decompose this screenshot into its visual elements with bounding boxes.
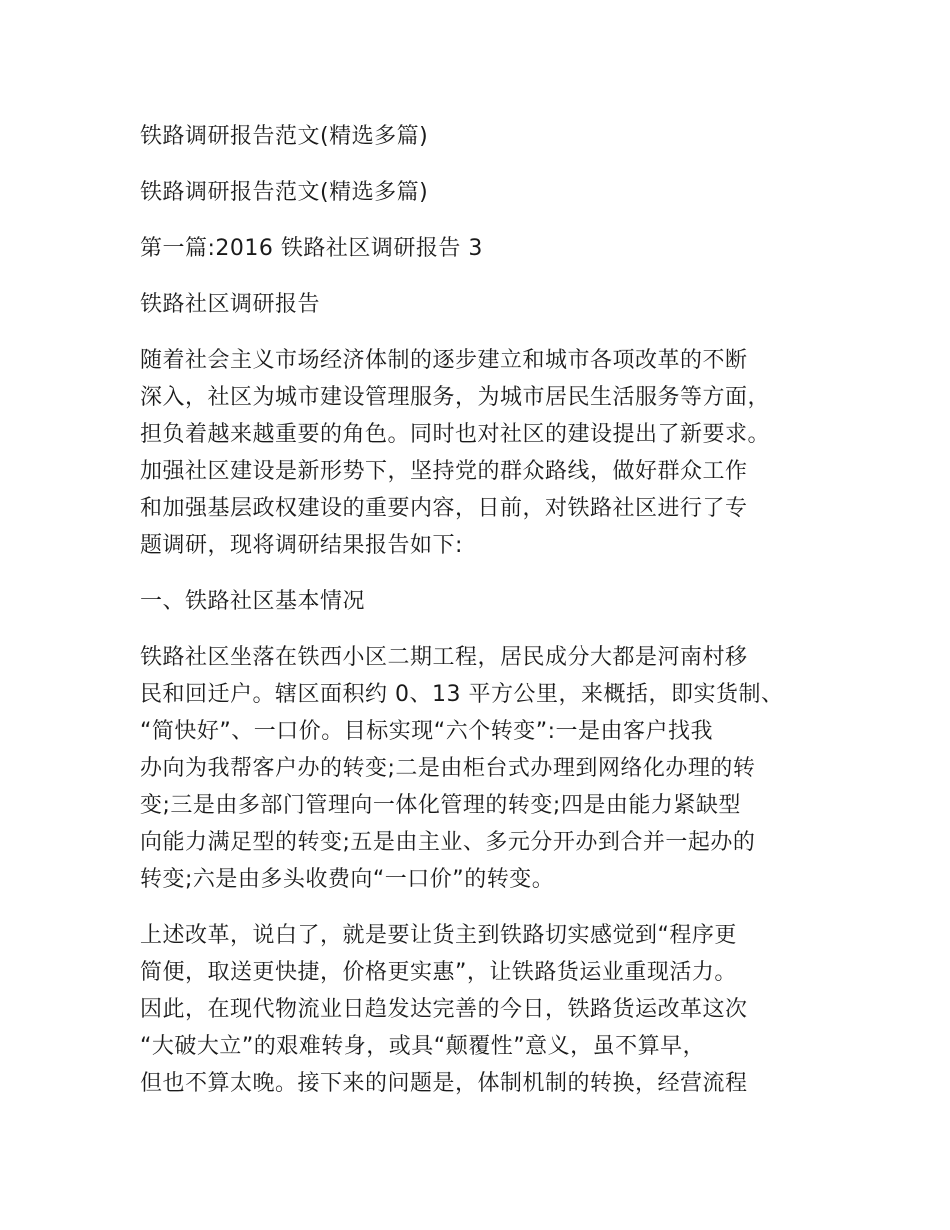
reform-paragraph (140, 917, 820, 1102)
section-1-paragraph (140, 639, 820, 898)
section-1-heading (140, 583, 820, 620)
part-heading (140, 230, 820, 267)
paragraph-line: 深入，社区为城市建设管理服务，为城市居民生活服务等方面， (140, 385, 771, 410)
paragraph-line: 加强社区建设是新形势下，坚持党的群众路线，做好群众工作 (140, 459, 748, 484)
document-subtitle (140, 174, 820, 211)
document-title (140, 118, 820, 155)
paragraph-line: 因此，在现代物流业日趋发达完善的今日，铁路货运改革这次 (140, 997, 748, 1022)
paragraph-line: 但也不算太晚。接下来的问题是，体制机制的转换，经营流程 (140, 1071, 748, 1096)
paragraph-line: 上述改革，说白了，就是要让货主到铁路切实感觉到“程序更 (140, 923, 737, 948)
paragraph-line: 题调研，现将调研结果报告如下: (140, 533, 463, 558)
paragraph-line: 变;三是由多部门管理向一体化管理的转变;四是由能力紧缺型 (140, 793, 741, 818)
paragraph-line: 民和回迁户。辖区面积约 0、13 平方公里，来概括，即实货制、 (140, 682, 784, 707)
report-title-line: 铁路社区调研报告 (140, 292, 321, 317)
document-body (140, 118, 820, 1121)
paragraph-line: 向能力满足型的转变;五是由主业、多元分开办到合并一起办的 (140, 830, 756, 855)
intro-paragraph (140, 342, 820, 564)
paragraph-line: 随着社会主义市场经济体制的逐步建立和城市各项改革的不断 (140, 348, 748, 373)
subtitle-line: 铁路调研报告范文(精选多篇) (140, 180, 429, 205)
paragraph-line: “大破大立”的艰难转身，或具“颠覆性”意义，虽不算早， (140, 1034, 706, 1059)
paragraph-line: 办向为我帮客户办的转变;二是由柜台式办理到网络化办理的转 (140, 756, 756, 781)
part-heading-line: 第一篇:2016 铁路社区调研报告 3 (140, 236, 483, 261)
paragraph-line: 和加强基层政权建设的重要内容，日前，对铁路社区进行了专 (140, 496, 748, 521)
paragraph-line: 转变;六是由多头收费向“一口价”的转变。 (140, 867, 555, 892)
paragraph-line: “简快好”、一口价。目标实现“六个转变”:一是由客户找我 (140, 719, 714, 744)
title-line: 铁路调研报告范文(精选多篇) (140, 124, 429, 149)
paragraph-line: 担负着越来越重要的角色。同时也对社区的建设提出了新要求。 (140, 422, 771, 447)
paragraph-line: 简便，取送更快捷，价格更实惠”，让铁路货运业重现活力。 (140, 960, 737, 985)
report-title (140, 286, 820, 323)
section-heading-line: 一、铁路社区基本情况 (140, 589, 366, 614)
paragraph-line: 铁路社区坐落在铁西小区二期工程，居民成分大都是河南村移 (140, 645, 748, 670)
